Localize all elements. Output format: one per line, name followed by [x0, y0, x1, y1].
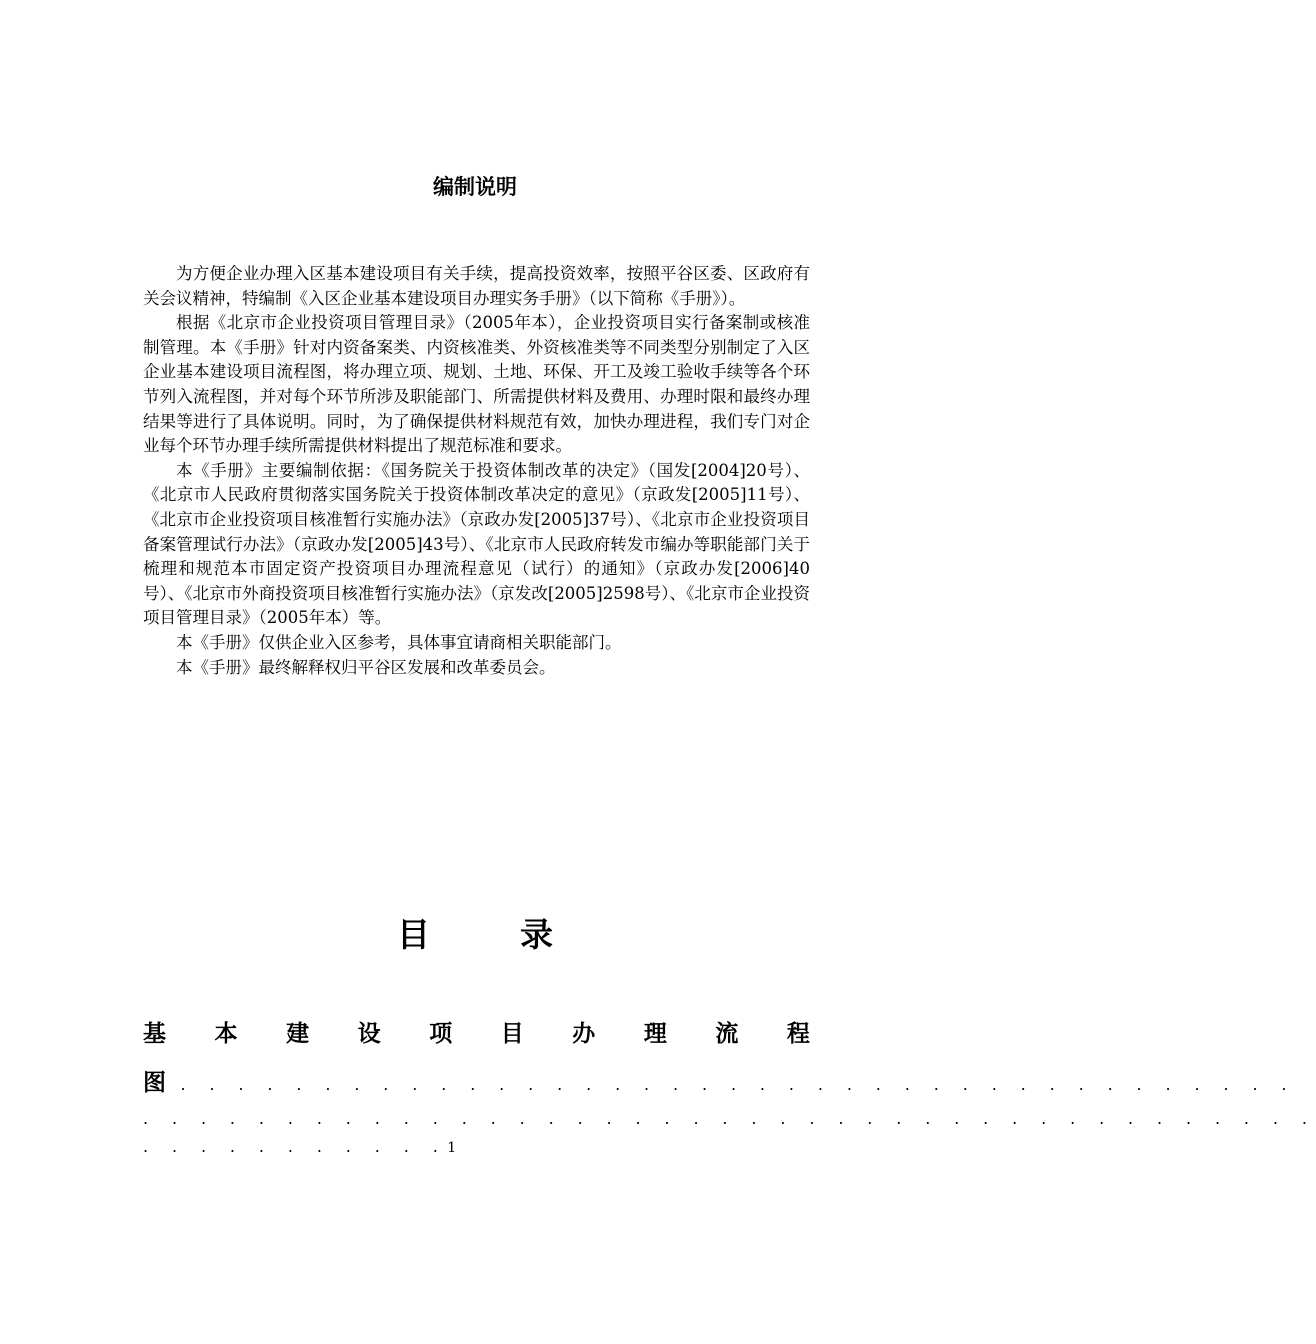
- toc-title: [0, 912, 950, 958]
- toc-entry-heading: [143, 1012, 810, 1056]
- toc-title-char: 目: [397, 915, 430, 954]
- toc-heading-char: 图: [143, 1070, 166, 1096]
- toc-heading-char: 理: [643, 1021, 667, 1047]
- toc-heading-char: 设: [357, 1021, 381, 1047]
- paragraph-4: 本《手册》仅供企业入区参考，具体事宜请商相关职能部门。: [176, 632, 622, 652]
- toc-leader-dots: . . . . . . . . . . . . . . . . . . . . . . . . . . . . . . . . . . . . . . . . .: [143, 1109, 1316, 1128]
- toc-heading-char: 基: [143, 1021, 166, 1047]
- toc-heading-char: 建: [286, 1021, 310, 1047]
- toc-leader-dots: . . . . . . . . . . . . . . . . . . . . . . . . . . . . . . . . . . . . . . .: [166, 1075, 1296, 1094]
- toc-heading-char: 办: [572, 1021, 596, 1047]
- toc-leader-dots: . . . . . . . . . . .: [143, 1137, 448, 1156]
- toc-entry-line: [143, 1061, 1296, 1105]
- toc-heading-char: 本: [214, 1021, 238, 1047]
- toc-entry-tail: [143, 1133, 810, 1161]
- paragraph-5: 本《手册》最终解释权归平谷区发展和改革委员会。: [176, 657, 556, 677]
- toc-page-number: 1: [447, 1140, 457, 1156]
- body-text: [143, 262, 810, 680]
- paragraph-3: 本《手册》主要编制依据：《国务院关于投资体制改革的决定》（国发[2004]20号）、《北京市人民政府贯彻落实国务院关于投资体制改革决定的意见》（京政发[2005]11号）、《北京市企业投资项目核准暂行实施办法》（京政办发[2005]37号）、《北京市企业投资项目备案管理试行办法》（京政办发[2005]43号）、《北京市人民政府转发市编办等职能部门关于梳理和规范本市固定资产投资项目办理流程意见（试行）的通知》（京政办发[2006]40号）、《北京市外商投资项目核准暂行实施办法》（京发改[2005]2598号）、《北京市企业投资项目管理目录》（2005年本）等。: [143, 460, 810, 628]
- page-title: 编制说明: [433, 175, 517, 199]
- toc-heading-char: 流: [715, 1021, 739, 1047]
- toc-title-char: 录: [520, 915, 553, 954]
- paragraph-1: 为方便企业办理入区基本建设项目有关手续，提高投资效率，按照平谷区委、区政府有关会议精神，特编制《入区企业基本建设项目办理实务手册》（以下简称《手册》）。: [143, 264, 810, 308]
- paragraph-2: 根据《北京市企业投资项目管理目录》（2005年本），企业投资项目实行备案制或核准制管理。本《手册》针对内资备案类、内资核准类、外资核准类等不同类型分别制定了入区企业基本建设项目流程图，将办理立项、规划、土地、环保、开工及竣工验收手续等各个环节列入流程图，并对每个环节所涉及职能部门、所需提供材料及费用、办理时限和最终办理结果等进行了具体说明。同时，为了确保提供材料规范有效，加快办理进程，我们专门对企业每个环节办理手续所需提供材料提出了规范标准和要求。: [143, 313, 810, 456]
- toc-heading-char: 项: [429, 1021, 453, 1047]
- toc-entry[interactable]: [143, 1012, 1316, 1161]
- toc-heading-char: 目: [500, 1021, 524, 1047]
- toc-heading-char: 程: [786, 1021, 810, 1047]
